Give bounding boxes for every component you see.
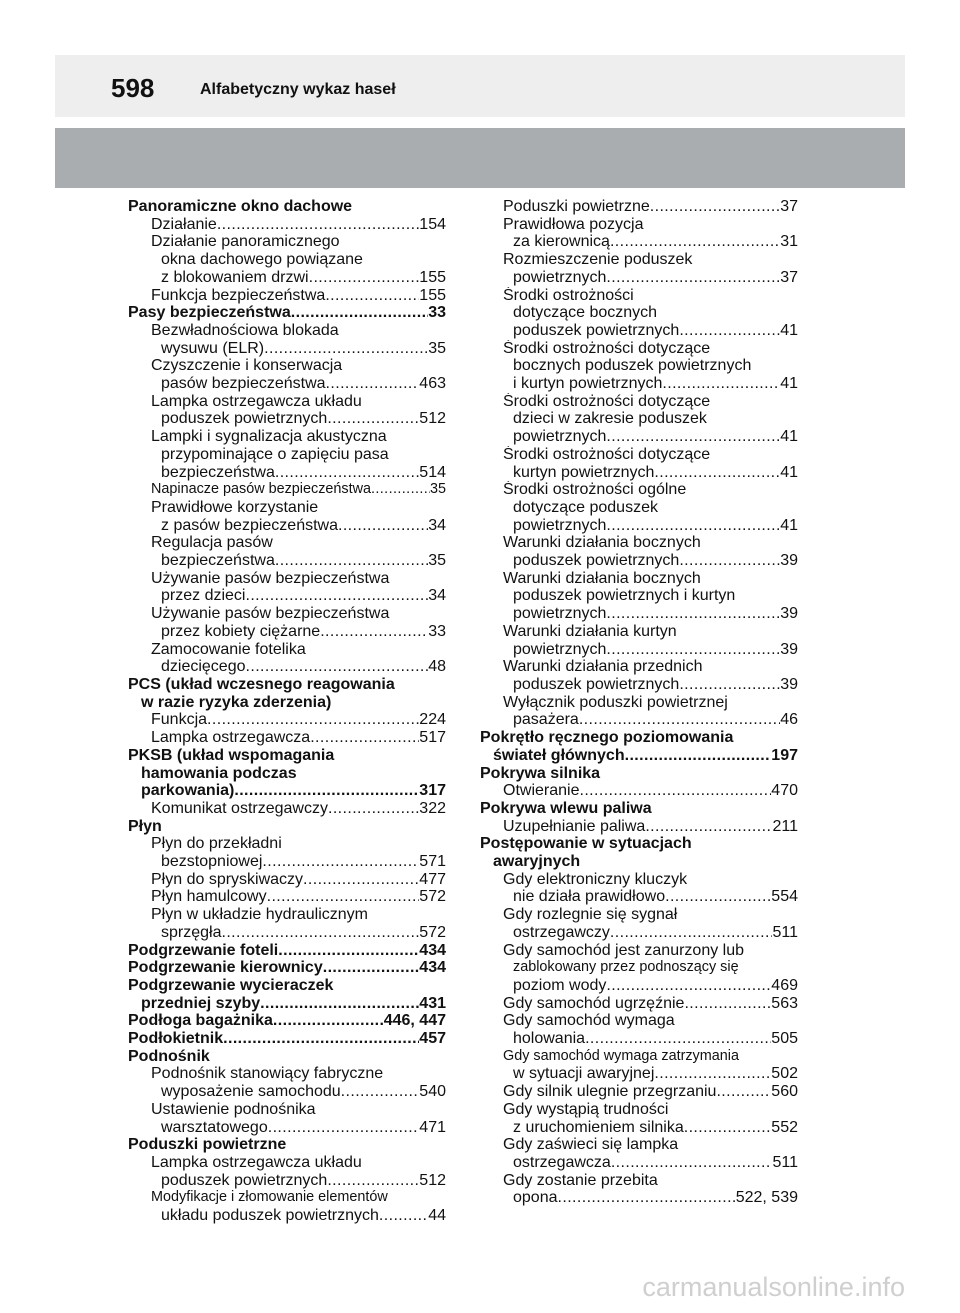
page-ref: 511 <box>772 1153 798 1171</box>
page-ref: 512 <box>419 1171 446 1189</box>
dot-leader <box>273 1012 384 1030</box>
dot-leader <box>558 1189 736 1207</box>
index-entry: przypominające o zapięciu pasa <box>161 445 389 463</box>
page-ref: 224 <box>419 711 446 729</box>
dot-leader <box>625 747 772 765</box>
index-heading <box>128 942 446 960</box>
page-ref: 563 <box>771 994 798 1012</box>
dot-leader <box>328 800 419 818</box>
dot-leader <box>310 729 419 747</box>
index-entry: dotyczące poduszek <box>513 498 658 516</box>
index-entry: okna dachowego powiązane <box>161 251 363 269</box>
index-heading <box>128 959 446 977</box>
index-entry <box>128 1207 446 1225</box>
index-entry <box>480 552 798 570</box>
page-ref: 514 <box>419 463 446 481</box>
index-entry <box>128 464 446 482</box>
dot-leader <box>260 995 419 1013</box>
index-heading: awaryjnych <box>493 853 581 871</box>
index-entry <box>480 782 798 800</box>
index-entry: Modyfikacje i złomowanie elementów <box>151 1189 388 1206</box>
index-entry <box>128 552 446 570</box>
page-ref: 35 <box>428 339 446 357</box>
page-ref: 434 <box>419 941 446 959</box>
index-entry: Lampka ostrzegawcza układu <box>151 392 362 410</box>
index-entry: Gdy elektroniczny kluczyk <box>503 870 688 888</box>
entry-text: powietrznych <box>513 268 607 286</box>
index-entry <box>480 641 798 659</box>
page-ref: 41 <box>780 375 798 393</box>
index-entry <box>480 711 798 729</box>
entry-text: nie działa prawidłowo <box>513 888 666 906</box>
index-entry <box>128 517 446 535</box>
index-heading <box>128 995 446 1013</box>
index-entry: Warunki działania bocznych <box>503 534 701 552</box>
dot-leader <box>325 287 419 305</box>
dot-leader <box>379 1207 428 1225</box>
index-entry <box>128 269 446 287</box>
page-ref: 471 <box>419 1118 446 1136</box>
index-heading: Płyn <box>128 817 162 835</box>
header-title: Alfabetyczny wykaz haseł <box>200 81 396 98</box>
page-ref: 552 <box>771 1118 798 1136</box>
dot-leader <box>611 1154 773 1172</box>
dot-leader <box>606 641 780 659</box>
index-heading: Pokrętło ręcznego poziomowania <box>480 729 734 747</box>
entry-text: przez kobiety ciężarne <box>161 622 321 640</box>
index-heading <box>128 1012 446 1030</box>
index-entry: dzieci w zakresie poduszek <box>513 410 707 428</box>
dot-leader <box>679 676 780 694</box>
index-entry <box>480 888 798 906</box>
dot-leader <box>326 375 420 393</box>
entry-text: w sytuacji awaryjnej <box>513 1065 655 1083</box>
dot-leader <box>338 517 428 535</box>
page-ref: 572 <box>419 888 446 906</box>
index-entry: Regulacja pasów <box>151 534 273 552</box>
index-entry <box>128 216 446 234</box>
index-entry <box>480 818 798 836</box>
index-entry: Działanie panoramicznego <box>151 233 340 251</box>
index-entry: Rozmieszczenie poduszek <box>503 251 693 269</box>
header-band <box>55 55 905 117</box>
entry-text: Napinacze pasów bezpieczeństwa <box>151 481 371 498</box>
index-entry: Gdy rozlegnie się sygnał <box>503 906 678 924</box>
dot-leader <box>309 269 420 287</box>
page-ref: 34 <box>428 587 446 605</box>
index-entry <box>480 517 798 535</box>
index-entry: Prawidłowe korzystanie <box>151 498 319 516</box>
index-entry <box>128 800 446 818</box>
page-ref: 502 <box>771 1065 798 1083</box>
index-entry: Środki ostrożności <box>503 286 634 304</box>
index-heading: Pokrywa silnika <box>480 764 601 782</box>
dot-leader <box>327 1172 419 1190</box>
page-ref: 517 <box>419 729 446 747</box>
dot-leader <box>650 198 780 216</box>
dot-leader <box>320 623 428 641</box>
page-ref: 463 <box>419 375 446 393</box>
index-entry <box>480 322 798 340</box>
index-entry: Płyn w układzie hydraulicznym <box>151 906 368 924</box>
dot-leader <box>303 871 419 889</box>
index-entry <box>128 658 446 676</box>
page-ref: 469 <box>771 976 798 994</box>
dot-leader <box>606 428 780 446</box>
entry-text: ostrzegawczy <box>513 923 610 941</box>
entry-text: poduszek powietrznych <box>161 1171 328 1189</box>
index-heading <box>128 1030 446 1048</box>
entry-text: parkowania) <box>141 782 235 800</box>
page-ref: 470 <box>771 782 798 800</box>
dot-leader <box>278 942 419 960</box>
index-entry: Prawidłowa pozycja <box>503 215 644 233</box>
page-ref: 39 <box>780 675 798 693</box>
watermark: carmanualsonline.info <box>642 1272 905 1302</box>
dot-leader <box>679 552 780 570</box>
page-ref: 48 <box>428 658 446 676</box>
page-ref: 33 <box>428 304 446 322</box>
dot-leader <box>275 552 428 570</box>
index-entry: bocznych poduszek powietrznych <box>513 357 752 375</box>
index-entry <box>128 287 446 305</box>
entry-text: Uzupełnianie paliwa <box>503 817 646 835</box>
dot-leader <box>275 464 419 482</box>
page-ref: 434 <box>419 959 446 977</box>
entry-text: Otwieranie <box>503 782 580 800</box>
entry-text: opona <box>513 1189 558 1207</box>
entry-text: wysuwu (ELR) <box>161 339 265 357</box>
entry-text: poduszek powietrznych <box>161 410 328 428</box>
index-entry <box>128 375 446 393</box>
page-ref: 211 <box>772 817 798 835</box>
entry-text: powietrznych <box>513 640 607 658</box>
index-entry <box>480 1083 798 1101</box>
dot-leader <box>207 711 419 729</box>
index-entry: Gdy wystąpią trudności <box>503 1100 669 1118</box>
entry-text: holowania <box>513 1030 586 1048</box>
dot-leader <box>654 464 780 482</box>
page-ref: 37 <box>780 268 798 286</box>
dot-leader <box>221 924 419 942</box>
entry-text: Komunikat ostrzegawczy <box>151 799 328 817</box>
page-ref: 511 <box>772 923 798 941</box>
index-heading: Poduszki powietrzne <box>128 1136 287 1154</box>
index-heading: w razie ryzyka zderzenia) <box>141 693 332 711</box>
page-ref: 317 <box>419 782 446 800</box>
entry-text: bezstopniowej <box>161 853 263 871</box>
index-entry <box>480 605 798 623</box>
index-heading: hamowania podczas <box>141 764 297 782</box>
index-heading: Panoramiczne okno dachowe <box>128 198 353 215</box>
index-entry <box>128 410 446 428</box>
index-heading <box>480 747 798 765</box>
index-entry: Zamocowanie fotelika <box>151 640 306 658</box>
dot-leader <box>606 517 780 535</box>
index-entry: Używanie pasów bezpieczeństwa <box>151 605 390 623</box>
index-heading <box>128 304 446 322</box>
entry-text: z pasów bezpieczeństwa <box>161 516 338 534</box>
entry-text: Podgrzewanie foteli <box>128 941 279 959</box>
entry-text: Gdy silnik ulegnie przegrzaniu <box>503 1083 717 1101</box>
dot-leader <box>716 1083 771 1101</box>
dot-leader <box>371 481 430 499</box>
index-entry: Płyn do przekładni <box>151 835 282 853</box>
index-entry <box>128 587 446 605</box>
dot-leader <box>262 853 419 871</box>
entry-text: świateł głównych <box>493 746 625 764</box>
entry-text: powietrznych <box>513 516 607 534</box>
index-entry: Bezwładnościowa blokada <box>151 321 339 339</box>
index-entry <box>480 233 798 251</box>
dot-leader <box>645 818 772 836</box>
index-entry <box>480 924 798 942</box>
dot-leader <box>606 269 780 287</box>
entry-text: wyposażenie samochodu <box>161 1083 341 1101</box>
page-ref: 35 <box>429 481 446 498</box>
index-entry: Wyłącznik poduszki powietrznej <box>503 693 728 711</box>
page-ref: 41 <box>780 463 798 481</box>
dot-leader <box>245 587 428 605</box>
index-entry <box>128 481 446 499</box>
dot-leader <box>610 233 780 251</box>
dot-leader <box>341 1083 420 1101</box>
page-ref: 477 <box>419 870 446 888</box>
page-ref: 522, 539 <box>735 1189 798 1207</box>
entry-text: pasów bezpieczeństwa <box>161 375 326 393</box>
entry-text: z uruchomieniem silnika <box>513 1118 684 1136</box>
entry-text: Poduszki powietrzne <box>503 198 650 215</box>
page-ref: 560 <box>771 1083 798 1101</box>
dot-leader <box>679 322 780 340</box>
entry-text: warsztatowego <box>161 1118 268 1136</box>
index-entry <box>480 464 798 482</box>
entry-text: dziecięcego <box>161 658 246 676</box>
entry-text: poduszek powietrznych <box>513 552 680 570</box>
index-heading: Podgrzewanie wycieraczek <box>128 976 334 994</box>
entry-text: Lampka ostrzegawcza <box>151 729 311 747</box>
entry-text: Pasy bezpieczeństwa <box>128 304 291 322</box>
dot-leader <box>323 959 420 977</box>
index-entry: Czyszczenie i konserwacja <box>151 357 343 375</box>
page-ref: 322 <box>419 799 446 817</box>
index-entry: Środki ostrożności dotyczące <box>503 339 711 357</box>
page-ref: 540 <box>419 1083 446 1101</box>
page-ref: 457 <box>419 1030 446 1048</box>
index-column-right <box>480 198 798 1207</box>
index-entry: Gdy zaświeci się lampka <box>503 1136 679 1154</box>
index-entry <box>480 676 798 694</box>
index-column-left <box>128 198 446 1225</box>
index-entry: Warunki działania bocznych <box>503 569 701 587</box>
index-entry <box>480 1119 798 1137</box>
index-entry <box>128 340 446 358</box>
section-band <box>55 128 905 188</box>
dot-leader <box>264 340 428 358</box>
index-entry: Środki ostrożności dotyczące <box>503 392 711 410</box>
dot-leader <box>267 888 420 906</box>
dot-leader <box>217 216 419 234</box>
entry-text: Podłokietnik <box>128 1030 224 1048</box>
dot-leader <box>579 782 771 800</box>
dot-leader <box>665 888 771 906</box>
index-entry: Lampka ostrzegawcza układu <box>151 1153 362 1171</box>
index-entry <box>128 924 446 942</box>
page-ref: 33 <box>428 622 446 640</box>
index-heading: Podnośnik <box>128 1047 210 1065</box>
dot-leader <box>684 995 771 1013</box>
entry-text: Płyn hamulcowy <box>151 888 267 906</box>
page-ref: 39 <box>780 640 798 658</box>
index-entry <box>128 1083 446 1101</box>
entry-text: poduszek powietrznych <box>513 321 680 339</box>
page-ref: 572 <box>419 923 446 941</box>
entry-text: bezpieczeństwa <box>161 552 275 570</box>
page-ref: 44 <box>428 1207 446 1225</box>
index-entry <box>128 888 446 906</box>
index-heading: PKSB (układ wspomagania <box>128 746 335 764</box>
index-heading: Pokrywa wlewu paliwa <box>480 799 652 817</box>
dot-leader <box>234 782 419 800</box>
index-entry <box>128 623 446 641</box>
index-entry <box>480 1154 798 1172</box>
index-heading: Postępowanie w sytuacjach <box>480 835 692 853</box>
index-entry <box>480 995 798 1013</box>
entry-text: Płyn do spryskiwaczy <box>151 870 304 888</box>
entry-text: poziom wody <box>513 976 607 994</box>
index-entry <box>480 1065 798 1083</box>
page-ref: 41 <box>780 428 798 446</box>
dot-leader <box>606 977 771 995</box>
dot-leader <box>684 1119 772 1137</box>
index-entry: Gdy zostanie przebita <box>503 1171 658 1189</box>
entry-text: przedniej szyby <box>141 994 261 1012</box>
entry-text: bezpieczeństwa <box>161 463 275 481</box>
page-ref: 155 <box>419 286 446 304</box>
entry-text: Gdy samochód ugrzęźnie <box>503 994 685 1012</box>
index-entry: Warunki działania przednich <box>503 658 703 676</box>
dot-leader <box>223 1030 419 1048</box>
page-number: 598 <box>111 73 155 103</box>
entry-text: Funkcja <box>151 711 208 729</box>
entry-text: za kierownicą <box>513 233 610 251</box>
page-ref: 41 <box>780 321 798 339</box>
page-ref: 46 <box>780 711 798 729</box>
index-entry: Lampki i sygnalizacja akustyczna <box>151 428 387 446</box>
page-ref: 31 <box>780 233 798 251</box>
dot-leader <box>268 1119 420 1137</box>
index-entry <box>128 1172 446 1190</box>
index-entry <box>128 1119 446 1137</box>
index-entry: Podnośnik stanowiący fabryczne <box>151 1065 384 1083</box>
index-entry <box>480 428 798 446</box>
index-entry: Używanie pasów bezpieczeństwa <box>151 569 390 587</box>
index-heading: PCS (układ wczesnego reagowania <box>128 675 395 693</box>
index-entry <box>128 871 446 889</box>
page-ref: 431 <box>419 994 446 1012</box>
dot-leader <box>662 375 780 393</box>
dot-leader <box>327 410 419 428</box>
entry-text: sprzęgła <box>161 923 222 941</box>
index-entry: zablokowany przez podnoszący się <box>513 959 739 976</box>
page-ref: 39 <box>780 552 798 570</box>
index-entry: Gdy samochód wymaga zatrzymania <box>503 1047 739 1064</box>
page-ref: 154 <box>419 215 446 233</box>
index-entry <box>480 269 798 287</box>
entry-text: z blokowaniem drzwi <box>161 268 309 286</box>
dot-leader <box>246 658 429 676</box>
entry-text: powietrznych <box>513 605 607 623</box>
index-entry <box>128 729 446 747</box>
page-ref: 155 <box>419 268 446 286</box>
entry-text: poduszek powietrznych <box>513 675 680 693</box>
entry-text: układu poduszek powietrznych <box>161 1207 379 1225</box>
dot-leader <box>579 711 780 729</box>
index-entry: Gdy samochód jest zanurzony lub <box>503 941 745 959</box>
dot-leader <box>610 924 773 942</box>
page-ref: 41 <box>780 516 798 534</box>
index-entry: Gdy samochód wymaga <box>503 1012 675 1030</box>
index-entry <box>128 853 446 871</box>
dot-leader <box>585 1030 771 1048</box>
page-ref: 35 <box>428 552 446 570</box>
index-entry: Środki ostrożności dotyczące <box>503 445 711 463</box>
entry-text: powietrznych <box>513 428 607 446</box>
page-ref: 505 <box>771 1030 798 1048</box>
page-ref: 197 <box>771 746 798 764</box>
index-entry <box>128 711 446 729</box>
index-heading <box>128 782 446 800</box>
dot-leader <box>606 605 780 623</box>
page-ref: 554 <box>771 888 798 906</box>
entry-text: ostrzegawcza <box>513 1153 611 1171</box>
page-ref: 37 <box>780 198 798 215</box>
page-ref: 446, 447 <box>383 1012 446 1030</box>
dot-leader <box>654 1065 771 1083</box>
index-entry: Środki ostrożności ogólne <box>503 481 687 499</box>
index-entry <box>480 375 798 393</box>
index-entry: poduszek powietrznych i kurtyn <box>513 587 736 605</box>
entry-text: kurtyn powietrznych <box>513 463 655 481</box>
entry-text: przez dzieci <box>161 587 246 605</box>
dot-leader <box>291 304 428 322</box>
index-entry <box>480 198 798 216</box>
entry-text: i kurtyn powietrznych <box>513 375 663 393</box>
index-entry <box>480 1189 798 1207</box>
entry-text: Podłoga bagażnika <box>128 1012 273 1030</box>
page-ref: 39 <box>780 605 798 623</box>
page-ref: 571 <box>419 853 446 871</box>
index-entry: Warunki działania kurtyn <box>503 622 677 640</box>
index-entry <box>480 1030 798 1048</box>
index-entry: Ustawienie podnośnika <box>151 1100 316 1118</box>
entry-text: Funkcja bezpieczeństwa <box>151 286 326 304</box>
page-ref: 34 <box>428 516 446 534</box>
entry-text: pasażera <box>513 711 579 729</box>
entry-text: Działanie <box>151 215 217 233</box>
page-ref: 512 <box>419 410 446 428</box>
entry-text: Podgrzewanie kierownicy <box>128 959 323 977</box>
index-entry <box>480 977 798 995</box>
index-entry: dotyczące bocznych <box>513 304 658 322</box>
